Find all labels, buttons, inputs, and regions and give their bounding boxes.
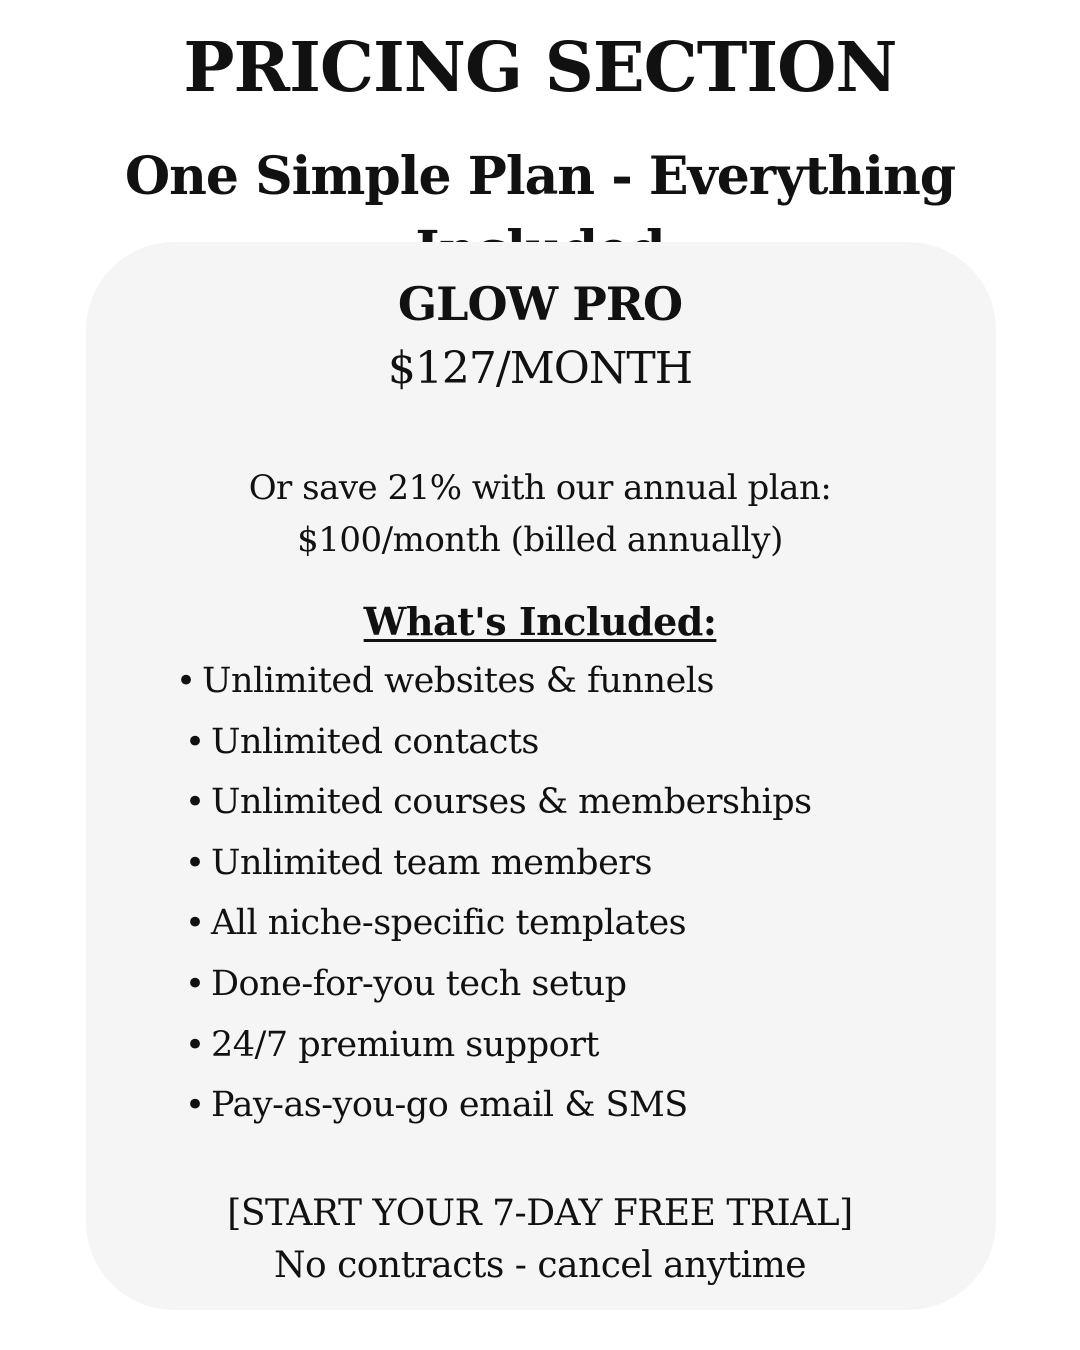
feature-item — [176, 1076, 936, 1137]
bullet-icon: • — [185, 721, 205, 762]
bullet-icon: • — [185, 903, 205, 944]
feature-text: Pay-as-you-go email & SMS — [211, 1085, 688, 1126]
feature-item — [176, 1016, 936, 1077]
feature-text: Done-for-you tech setup — [211, 963, 627, 1004]
plan-price: $127/MONTH — [387, 343, 693, 394]
included-heading: What's Included: — [363, 599, 717, 644]
plan-name: GLOW PRO — [397, 277, 683, 331]
start-free-trial-button[interactable]: [START YOUR 7-DAY FREE TRIAL] — [227, 1193, 853, 1234]
feature-item — [176, 955, 936, 1016]
feature-item — [176, 894, 936, 955]
cta-note: No contracts - cancel anytime — [273, 1245, 807, 1286]
feature-item — [176, 713, 936, 774]
page-subtitle: One Simple Plan - Everything — [124, 146, 956, 207]
annual-price-line: $100/month (billed annually) — [297, 520, 783, 560]
bullet-icon: • — [185, 842, 205, 883]
feature-text: All niche-specific templates — [211, 903, 687, 944]
feature-list — [176, 652, 936, 1137]
bullet-icon: • — [185, 782, 205, 823]
feature-item — [176, 773, 936, 834]
annual-offer-line: Or save 21% with our annual plan: — [248, 468, 832, 508]
feature-item — [176, 834, 936, 895]
bullet-icon: • — [185, 963, 205, 1004]
feature-item — [176, 652, 936, 713]
annual-offer — [0, 462, 1080, 566]
page-title: PRICING SECTION — [183, 28, 897, 108]
bullet-icon: • — [185, 1085, 205, 1126]
feature-text: Unlimited websites & funnels — [202, 661, 714, 701]
feature-text: Unlimited team members — [211, 842, 652, 883]
feature-text: Unlimited contacts — [211, 721, 539, 762]
bullet-icon: • — [185, 1024, 205, 1065]
feature-text: 24/7 premium support — [211, 1024, 599, 1065]
feature-text: Unlimited courses & memberships — [211, 782, 812, 823]
bullet-icon: • — [176, 661, 196, 701]
cta-section — [0, 1188, 1080, 1292]
